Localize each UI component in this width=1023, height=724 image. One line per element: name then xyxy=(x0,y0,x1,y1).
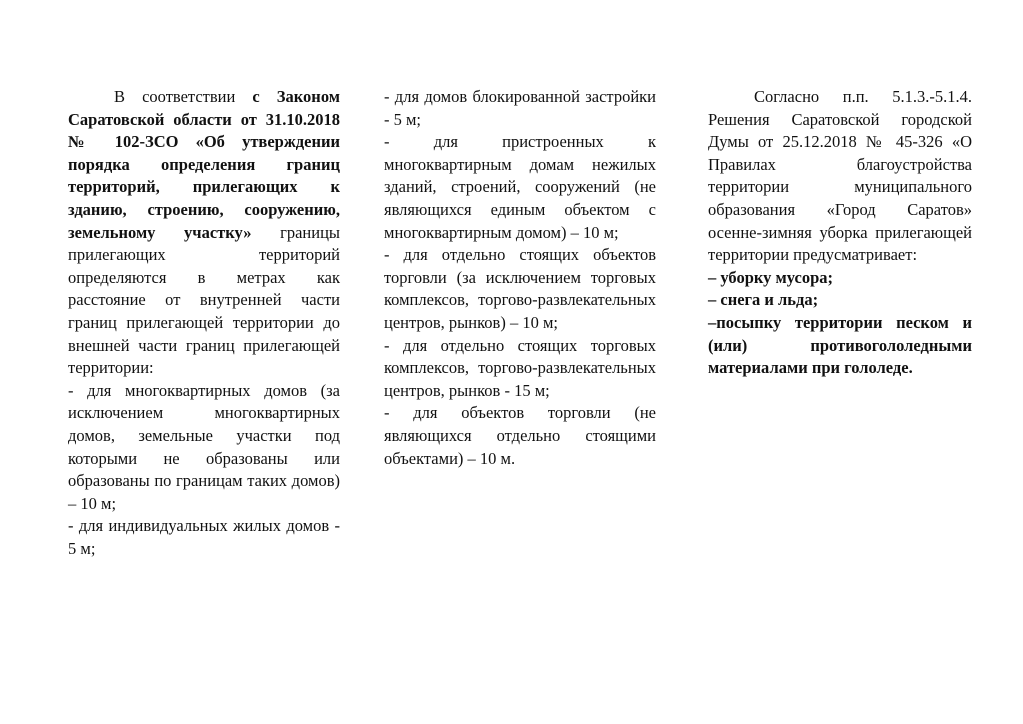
intro-rest: границы прилегающих территорий определяются в метрах как расстояние от внутренней части границ прилегающей территории до внешней части границ прилегающей территории: xyxy=(68,222,340,378)
list-item-trade-standalone: - для отдельно стоящих объектов торговли (за исключением торговых комплексов, торгово-развлекательных центров, рынков) – 10 м; xyxy=(384,245,656,332)
list-item-blocked-houses: - для домов блокированной застройки - 5 м; xyxy=(384,87,656,129)
list-item-apartments: - для многоквартирных домов (за исключением многоквартирных домов, земельные участки под которыми не образованы или образованы по границам таких домов) – 10 м; xyxy=(68,380,340,513)
law-title: с Законом Саратовской области от 31.10.2018 № 102-ЗСО «Об утверждении порядка определения границ территорий, прилегающих к зданию, строению, сооружению, земельному участку» xyxy=(68,87,340,242)
list-item-trade-nonstandalone: - для объектов торговли (не являющихся отдельно стоящими объектами) – 10 м. xyxy=(384,403,656,468)
list-item-trade-complexes: - для отдельно стоящих торговых комплексов, торгово-развлекательных центров, рынков - 15 м; xyxy=(384,335,656,400)
bullet-garbage: – уборку мусора; xyxy=(708,267,833,287)
column-2 xyxy=(384,86,656,470)
list-item-attached-buildings: - для пристроенных к многоквартирным домам нежилых зданий, строений, сооружений (не являющихся единым объектом с многоквартирным домом) – 10 м; xyxy=(384,132,656,242)
column-1 xyxy=(68,86,340,560)
list-item-individual-houses: - для индивидуальных жилых домов - 5 м; xyxy=(68,516,340,558)
column-3 xyxy=(708,86,972,380)
bullet-sanding: –посыпку территории песком и (или) противогололедными материалами при гололеде. xyxy=(708,312,972,378)
bullet-snow-ice: – снега и льда; xyxy=(708,290,819,310)
paragraph-rules-intro: Согласно п.п. 5.1.3.-5.1.4. Решения Саратовской городской Думы от 25.12.2018 № 45-326 «О Правилах благоустройства территории муниципального образования «Город Саратов» осенне-зимняя уборка прилегающей территории предусматривает: xyxy=(708,87,972,265)
intro-prefix: В соответствии xyxy=(114,87,253,106)
paragraph-law-intro xyxy=(68,86,340,380)
